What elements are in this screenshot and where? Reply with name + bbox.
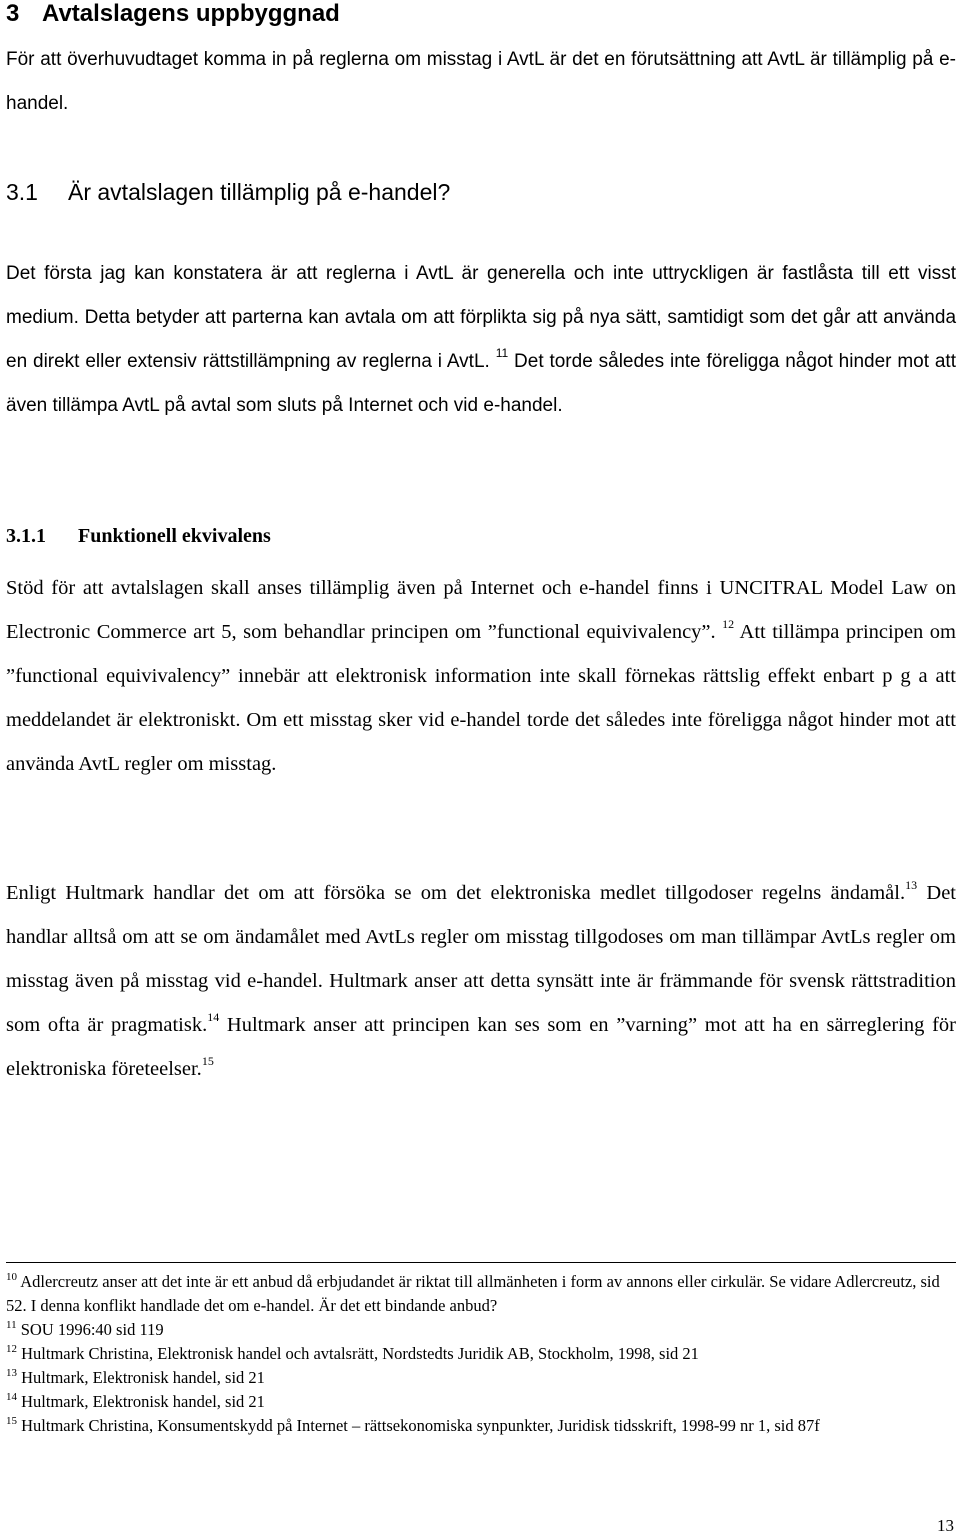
footnote-number: 15 <box>6 1415 17 1427</box>
subsection-heading-3-1-1 <box>6 516 271 556</box>
footnote-number: 14 <box>6 1391 17 1403</box>
subsection-title: Funktionell ekvivalens <box>78 525 271 547</box>
section-title: Är avtalslagen tillämplig på e-handel? <box>68 179 451 205</box>
section-3-1-paragraph <box>6 252 956 428</box>
chapter-number: 3 <box>6 0 20 27</box>
footnote <box>6 1270 956 1318</box>
footnote <box>6 1414 956 1438</box>
footnote-reference: 12 <box>722 617 735 631</box>
paragraph-text: Det första jag kan konstatera är att reglerna i AvtL är generella och inte uttryckligen är fastlåsta till ett visst medium. <box>6 263 956 328</box>
footnote-number: 12 <box>6 1343 17 1355</box>
functional-equivalence-paragraph <box>6 566 956 786</box>
footnote-text: Hultmark Christina, Elektronisk handel och avtalsrätt, Nordstedts Juridik AB, Stockholm, 1998, sid 21 <box>21 1344 699 1363</box>
paragraph-text: Att tillämpa principen om ”functional equivivalency” innebär att elektronisk information inte skall förnekas rättslig effekt enbart p g a att meddelandet är elektroniskt. Om ett misstag sker vid e-handel torde det således inte föreligga något hinder mot att använda AvtL regler om misstag. <box>6 621 957 775</box>
footnote-separator <box>6 1262 956 1263</box>
subsection-number: 3.1.1 <box>6 525 46 547</box>
footnote-reference: 11 <box>495 346 509 360</box>
paragraph-text: Stöd för att avtalslagen skall anses tillämplig även på Internet och e-handel finns i UNCITRAL Model Law on Electronic Commerce art 5, som behandlar principen om ”functional equivivalency”. <box>6 577 956 643</box>
footnote-reference: 15 <box>201 1054 214 1068</box>
footnotes <box>6 1270 956 1438</box>
footnote-text: Hultmark Christina, Konsumentskydd på Internet – rättsekonomiska synpunkter, Juridisk tidsskrift, 1998-99 nr 1, sid 87f <box>21 1416 820 1435</box>
section-heading-3-1 <box>6 172 450 212</box>
footnote-number: 10 <box>6 1271 17 1283</box>
footnote-reference: 14 <box>207 1010 220 1024</box>
intro-paragraph: För att överhuvudtaget komma in på reglerna om misstag i AvtL är det en förutsättning att AvtL är tillämplig på e-handel. <box>6 49 956 114</box>
footnote-number: 13 <box>6 1367 17 1379</box>
paragraph-text: Det torde således inte föreligga något hinder mot att även tillämpa AvtL på avtal som sluts på Internet och vid e-handel. <box>6 351 956 416</box>
footnote-text: Hultmark, Elektronisk handel, sid 21 <box>21 1392 265 1411</box>
footnote-text: Hultmark, Elektronisk handel, sid 21 <box>21 1368 265 1387</box>
footnote-text: Adlercreutz anser att det inte är ett anbud då erbjudandet är riktat till allmänheten i form av annons eller cirkulär. Se vidare Adlercreutz, sid 52. I denna konflikt handlade det om e-handel. Är det ett bindande anbud? <box>6 1272 940 1315</box>
section-number: 3.1 <box>6 179 38 205</box>
footnote-text: SOU 1996:40 sid 119 <box>20 1320 164 1339</box>
footnote <box>6 1390 956 1414</box>
hultmark-paragraph <box>6 871 956 1091</box>
footnote <box>6 1342 956 1366</box>
paragraph-text: Detta betyder att parterna kan avtala om att förplikta sig på nya sätt, samtidigt som det går att använda en direkt eller extensiv rättstillämpning av reglerna i AvtL. <box>6 307 957 372</box>
page-number: 13 <box>937 1516 954 1535</box>
footnote-reference: 13 <box>905 878 918 892</box>
footnote-number: 11 <box>6 1319 17 1331</box>
footnote <box>6 1366 956 1390</box>
chapter-heading <box>6 0 340 28</box>
footnote <box>6 1318 956 1342</box>
paragraph-text: Enligt Hultmark handlar det om att försöka se om det elektroniska medlet tillgodoser regelns ändamål. <box>6 882 906 904</box>
paragraph-text: Det handlar alltså om att se om ändamålet med AvtLs regler om misstag tillgodoses om man tillämpar AvtLs regler om misstag även på misstag vid e-handel. Hultmark anser att detta synsätt inte är främmande för svensk rättstradition som ofta är pragmatisk. <box>6 882 957 1036</box>
chapter-title: Avtalslagens uppbyggnad <box>42 0 340 27</box>
paragraph-text: Hultmark anser att principen kan ses som en ”varning” mot att ha en särreglering för elektroniska företeelser. <box>6 1014 956 1080</box>
